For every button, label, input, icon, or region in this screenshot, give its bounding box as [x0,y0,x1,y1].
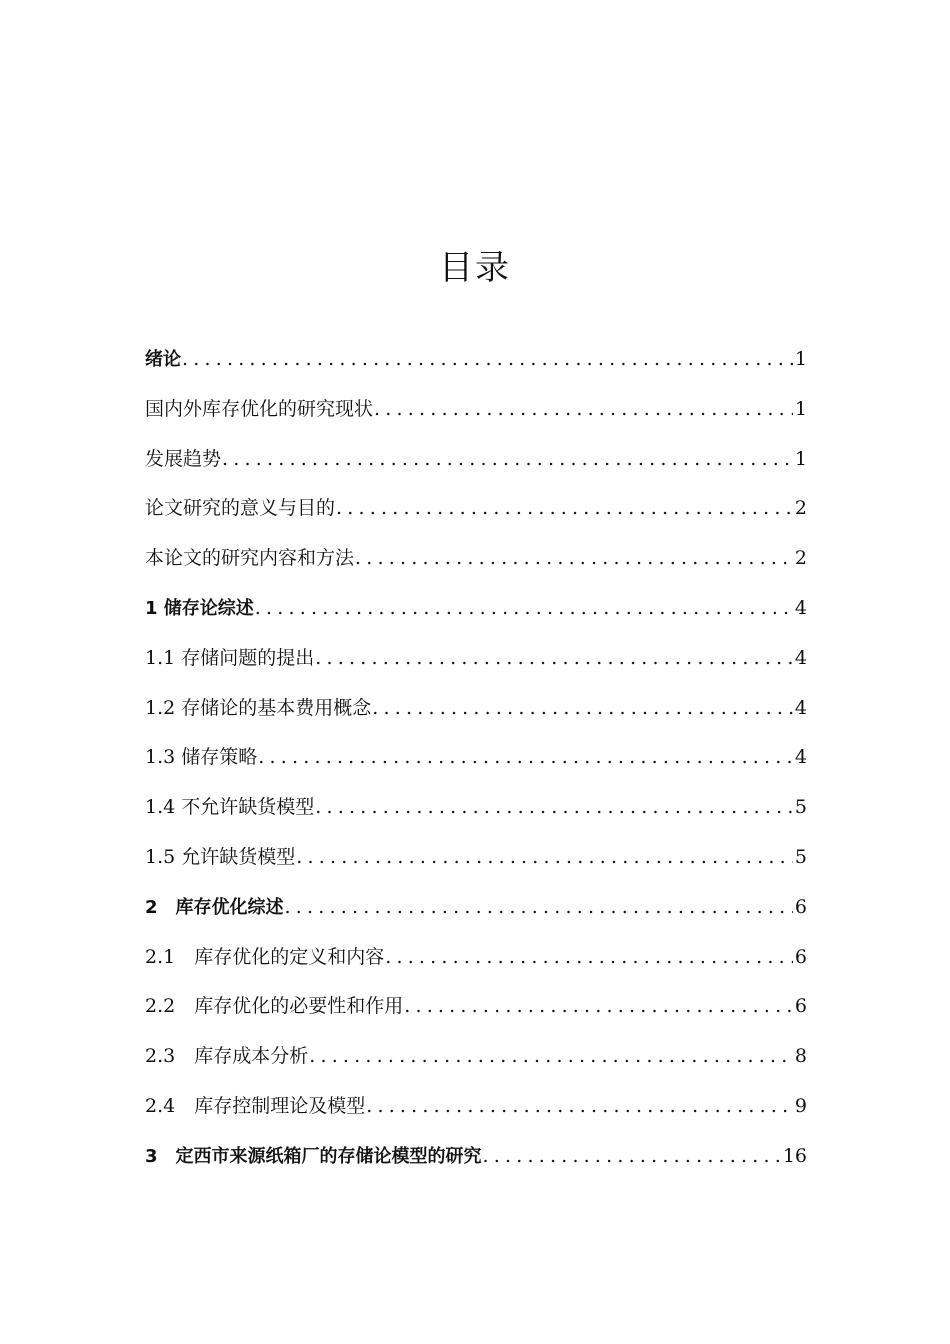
table-of-contents [145,341,807,1188]
toc-entry-title: 本论文的研究内容和方法 [145,547,355,570]
toc-entry[interactable] [145,739,807,789]
toc-entry[interactable] [145,939,807,989]
toc-entry[interactable] [145,839,807,889]
toc-entry-page-number: 2 [794,547,807,570]
toc-entry[interactable] [145,341,807,391]
toc-entry-page-number: 4 [794,696,807,719]
toc-entry-title: 1.3 储存策略 [145,746,258,769]
toc-entry[interactable] [145,789,807,839]
toc-dot-leader [258,739,793,775]
toc-entry-page-number: 5 [794,796,807,819]
toc-entry-title: 论文研究的意义与目的 [145,497,336,520]
toc-entry-page-number: 2 [794,497,807,520]
toc-entry-page-number: 1 [794,447,807,470]
toc-entry-title: 2 库存优化综述 [145,896,284,918]
toc-entry[interactable] [145,1088,807,1138]
toc-dot-leader [372,690,793,726]
toc-dot-leader [315,789,793,825]
toc-entry-page-number: 6 [794,945,807,968]
toc-dot-leader [366,1088,793,1124]
toc-entry-page-number: 1 [794,397,807,420]
toc-entry-title: 国内外库存优化的研究现状 [145,397,374,420]
toc-dot-leader [315,640,793,676]
toc-entry[interactable] [145,988,807,1038]
toc-dot-leader [285,889,793,925]
toc-entry-page-number: 16 [782,1144,807,1167]
toc-entry-title: 1.4 不允许缺货模型 [145,796,315,819]
toc-dot-leader [296,839,793,875]
toc-entry[interactable] [145,889,807,939]
toc-dot-leader [385,939,793,975]
toc-dot-leader [404,988,793,1024]
toc-entry-title: 绪论 [145,349,181,370]
toc-entry-title: 2.1 库存优化的定义和内容 [145,945,385,968]
toc-entry-title: 1.5 允许缺货模型 [145,845,296,868]
toc-entry[interactable] [145,391,807,441]
toc-entry-title: 发展趋势 [145,447,222,470]
toc-entry-page-number: 6 [794,895,807,918]
toc-entry[interactable] [145,490,807,540]
toc-entry-page-number: 8 [794,1045,807,1068]
page-title: 目录 [439,248,511,288]
toc-entry[interactable] [145,590,807,640]
toc-entry-page-number: 4 [794,746,807,769]
toc-entry-title: 1.2 存储论的基本费用概念 [145,696,372,719]
toc-dot-leader [222,441,793,477]
toc-dot-leader [355,540,793,576]
toc-entry[interactable] [145,540,807,590]
toc-dot-leader [309,1038,793,1074]
toc-dot-leader [255,590,793,626]
toc-entry-title: 1.1 存储问题的提出 [145,646,315,669]
toc-entry-page-number: 1 [794,348,807,370]
toc-dot-leader [483,1138,781,1174]
toc-entry-page-number: 4 [794,596,807,619]
toc-dot-leader [182,341,793,377]
toc-entry[interactable] [145,690,807,740]
toc-entry-title: 2.4 库存控制理论及模型 [145,1094,366,1117]
toc-entry-page-number: 5 [794,845,807,868]
toc-entry-title: 2.3 库存成本分析 [145,1045,309,1068]
toc-entry-title: 2.2 库存优化的必要性和作用 [145,995,404,1018]
toc-dot-leader [336,490,793,526]
toc-entry-title: 1 储存论综述 [145,597,254,619]
toc-entry[interactable] [145,441,807,491]
toc-entry[interactable] [145,640,807,690]
toc-entry-title: 3 定西市来源纸箱厂的存储论模型的研究 [145,1145,482,1167]
toc-entry-page-number: 4 [794,646,807,669]
toc-dot-leader [374,391,793,427]
toc-entry-page-number: 6 [794,995,807,1018]
toc-entry-page-number: 9 [794,1094,807,1117]
toc-entry[interactable] [145,1138,807,1188]
toc-entry[interactable] [145,1038,807,1088]
